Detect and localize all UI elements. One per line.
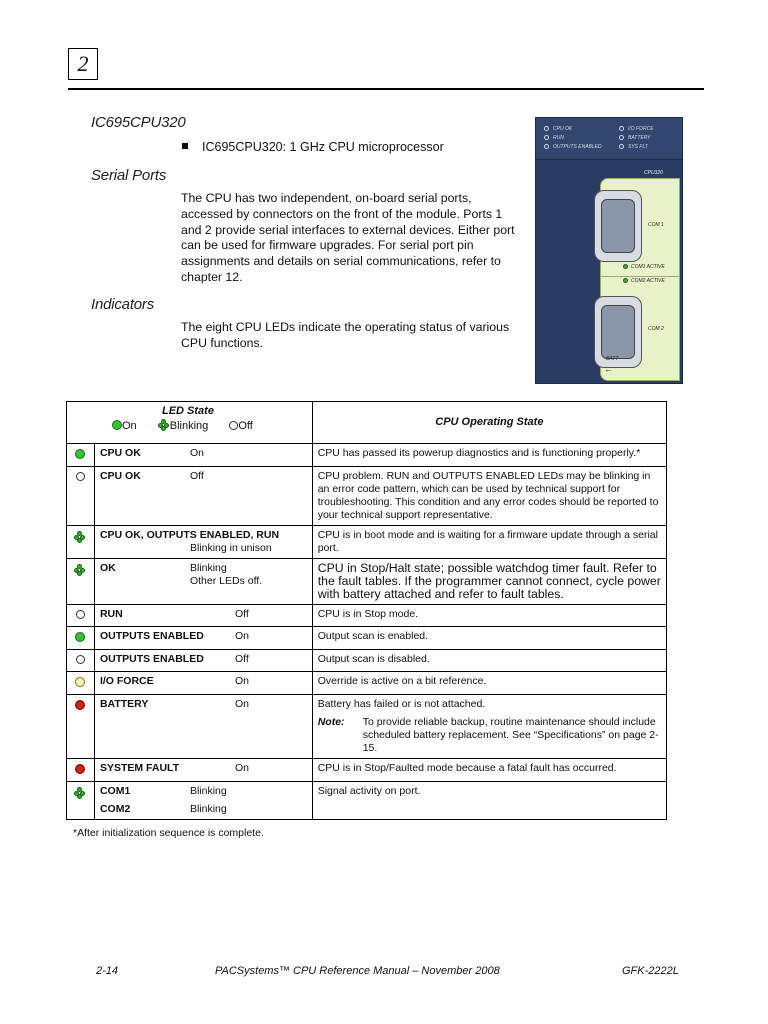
led-name: RUN [99, 608, 123, 620]
led-off-icon [76, 655, 85, 664]
led-name: COM1 [99, 785, 131, 797]
chapter-number: 2 [68, 48, 98, 80]
indicators-paragraph: The eight CPU LEDs indicate the operating status of various CPU functions. [181, 320, 510, 350]
led-state-2: Blinking [189, 803, 227, 815]
led-state: On [234, 630, 249, 642]
com1-port [594, 190, 642, 262]
table-row [67, 650, 667, 672]
serial-ports-paragraph: The CPU has two independent, on-board serial ports, accessed by connectors on the front of the module. Ports 1 and 2 provide serial interfaces to external devices. Either port can be used for firmware upgrades. For serial port pin assignments and details on serial communications, refer to chapter 12. [181, 191, 515, 284]
battery-note [318, 716, 661, 755]
led-state: On [234, 698, 249, 710]
led-state-header [67, 402, 313, 444]
bullet-text: IC695CPU320: 1 GHz CPU microprocessor [202, 140, 444, 154]
cpu-state-title: CPU Operating State [435, 416, 544, 428]
led-io-force-icon [619, 126, 624, 131]
legend-off-label: Off [238, 420, 253, 432]
led-run-icon [544, 135, 549, 140]
batt-label: BATT [606, 356, 619, 362]
legend-off-icon [229, 421, 238, 430]
cpu-state-text: CPU problem. RUN and OUTPUTS ENABLED LEDs may be blinking in an error code pattern, which can be used by technical support for troubleshooting. This condition and any error codes should be reported to your technical support representative. [312, 467, 666, 526]
cpu-state-text: CPU in Stop/Halt state; possible watchdog timer fault. Refer to the fault tables. If the programmer cannot connect, cycle power with battery attached and refer to fault tables. [312, 559, 666, 605]
led-name: CPU OK [99, 447, 141, 459]
legend-blinking-icon [158, 419, 170, 431]
led-state: Off [189, 470, 204, 482]
cpu-module-image [535, 117, 683, 384]
led-state-table [66, 401, 667, 820]
note-label: Note: [317, 716, 345, 728]
led-red-icon [75, 764, 85, 774]
footer-doc-id: GFK-2222L [622, 965, 679, 977]
led-red-icon [75, 700, 85, 710]
cpu-state-text: CPU is in Stop/Faulted mode because a fatal fault has occurred. [312, 759, 666, 782]
led-sys-flt-icon [619, 144, 624, 149]
led-blinking-icon [74, 787, 86, 799]
led-name: BATTERY [99, 698, 149, 710]
led-state: On [189, 447, 204, 459]
led-label: BATTERY [628, 135, 651, 141]
cpu-state-text: Output scan is enabled. [312, 627, 666, 650]
cpu-state-text: CPU is in Stop mode. [312, 605, 666, 627]
table-row [67, 672, 667, 695]
led-on-icon [75, 449, 85, 459]
com1-active-led-icon [623, 264, 628, 269]
led-yellow-icon [75, 677, 85, 687]
led-name: OUTPUTS ENABLED [99, 630, 204, 642]
module-panel-divider [600, 276, 680, 277]
table-row [67, 467, 667, 526]
batt-arrow-icon: ← [604, 364, 613, 374]
led-state: Blinking [189, 785, 227, 797]
table-row [67, 627, 667, 650]
led-name-2: COM2 [99, 803, 131, 815]
led-state: On [234, 762, 249, 774]
led-on-icon [75, 632, 85, 642]
cpu-state-text: Override is active on a bit reference. [312, 672, 666, 695]
led-state: Blinking [189, 562, 227, 574]
cpu-state-header [312, 402, 666, 444]
led-off-icon [76, 472, 85, 481]
led-state-extra: Other LEDs off. [189, 575, 263, 587]
com2-active-led-icon [623, 278, 628, 283]
table-row [67, 759, 667, 782]
led-blinking-icon [74, 564, 86, 576]
led-label: RUN [553, 135, 564, 141]
table-row [67, 559, 667, 605]
model-heading: IC695CPU320 [91, 114, 186, 131]
led-label: OUTPUTS ENABLED [553, 144, 602, 150]
bullet-item [182, 140, 444, 154]
table-row [67, 444, 667, 467]
led-name: OK [99, 562, 116, 574]
cpu-state-text: Battery has failed or is not attached. [317, 698, 486, 710]
cpu-state-text: Output scan is disabled. [312, 650, 666, 672]
led-blinking-icon [74, 531, 86, 543]
com1-label: COM 1 [648, 222, 664, 228]
cpu-state-text: CPU has passed its powerup diagnostics and is functioning properly.* [312, 444, 666, 467]
footer-title: PACSystems™ CPU Reference Manual – November 2008 [215, 965, 500, 977]
table-row [67, 782, 667, 820]
legend-on-label: On [122, 420, 137, 432]
table-row [67, 526, 667, 559]
table-header-row [67, 402, 667, 444]
led-name: I/O FORCE [99, 675, 154, 687]
led-outputs-enabled-icon [544, 144, 549, 149]
cpu-state-text: CPU is in boot mode and is waiting for a firmware update through a serial port. [312, 526, 666, 559]
cpu-state-text: Signal activity on port. [312, 782, 666, 820]
note-text: To provide reliable backup, routine maintenance should include scheduled battery replacement. See “Specifications” on page 2-15. [362, 716, 659, 754]
led-state: Blinking in unison [189, 542, 272, 554]
led-label: I/O FORCE [628, 126, 654, 132]
led-cpu-ok-icon [544, 126, 549, 131]
serial-ports-heading: Serial Ports [91, 167, 167, 184]
led-name: CPU OK [99, 470, 141, 482]
com1-active-label: COM1 ACTIVE [631, 264, 665, 270]
com2-label: COM 2 [648, 326, 664, 332]
led-name: CPU OK, OUTPUTS ENABLED, RUN [99, 529, 280, 541]
led-label: SYS FLT [628, 144, 648, 150]
led-battery-icon [619, 135, 624, 140]
header-rule [68, 88, 704, 90]
legend-blinking-label: Blinking [169, 420, 209, 432]
led-state: Off [234, 608, 249, 620]
led-name: SYSTEM FAULT [99, 762, 180, 774]
led-name: OUTPUTS ENABLED [99, 653, 204, 665]
legend-on-icon [112, 420, 122, 430]
led-off-icon [76, 610, 85, 619]
led-state: On [234, 675, 249, 687]
module-model-label: CPU320 [644, 170, 663, 176]
bullet-square-icon [182, 143, 188, 149]
table-row [67, 605, 667, 627]
indicators-heading: Indicators [91, 296, 155, 313]
led-state-title: LED State [162, 405, 214, 417]
led-label: CPU OK [553, 126, 573, 132]
com2-active-label: COM2 ACTIVE [631, 278, 665, 284]
table-row [67, 695, 667, 759]
footer-page-number: 2-14 [96, 965, 119, 977]
table-footnote: *After initialization sequence is complete. [73, 827, 264, 839]
led-state: Off [234, 653, 249, 665]
